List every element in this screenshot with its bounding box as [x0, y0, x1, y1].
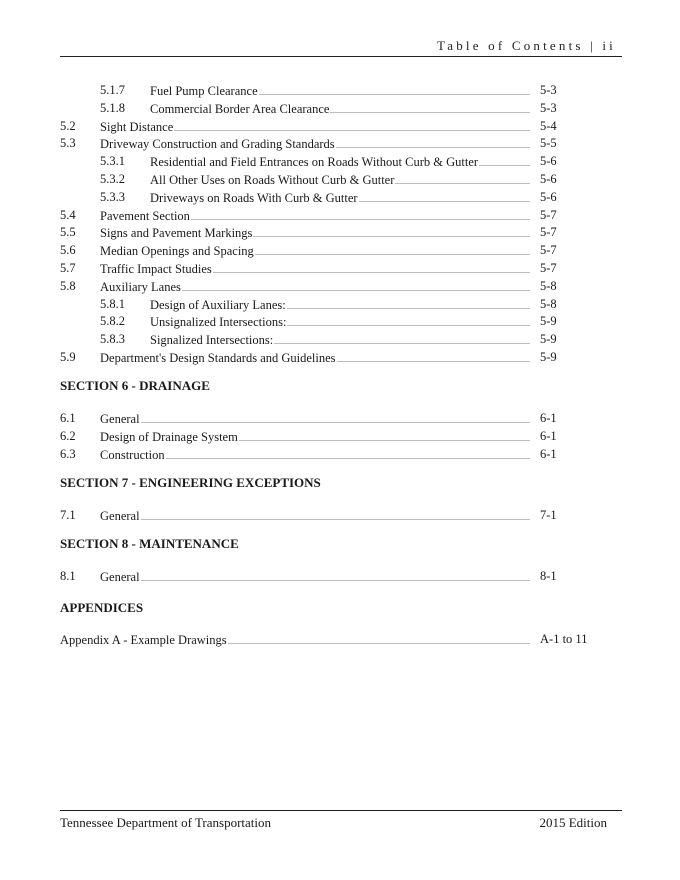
toc-entry[interactable] [0, 170, 680, 188]
toc-entry-title: Construction [100, 447, 165, 462]
section-heading: APPENDICES [60, 600, 144, 615]
toc-entry-title-wrap [150, 152, 530, 171]
toc-entry-title: General [100, 412, 140, 426]
toc-entry-page: 5-3 [540, 83, 557, 97]
toc-entry-title: General [100, 570, 140, 584]
header-title: Table of Contents | ii [437, 38, 616, 53]
toc-entry-title: Signs and Pavement Markings [100, 226, 253, 240]
toc-entry[interactable] [0, 134, 680, 152]
toc-entry-title: All Other Uses on Roads Without Curb & Gutter [150, 173, 395, 187]
toc-leader-line [395, 170, 530, 184]
footer-edition: 2015 Edition [539, 815, 607, 830]
toc-entry-title: General [100, 509, 140, 523]
toc-entry-title-wrap [100, 409, 530, 428]
toc-leader-line [182, 277, 530, 291]
toc-entry-title-wrap [150, 188, 530, 207]
toc-entry-number: 5.3.3 [100, 190, 125, 204]
toc-leader-line [253, 223, 530, 237]
toc-entry-title-wrap [100, 241, 530, 260]
toc-entry-page: 5-7 [540, 225, 557, 239]
toc-leader-line [259, 81, 530, 95]
toc-entry-number: 5.8.3 [100, 332, 125, 346]
toc-entry[interactable] [0, 630, 680, 648]
toc-entry-title-wrap [150, 81, 530, 100]
toc-entry-number: 5.4 [60, 208, 76, 222]
toc-leader-line [359, 188, 530, 202]
toc-entry-number: 5.6 [60, 243, 76, 257]
toc-entry[interactable] [0, 348, 680, 366]
toc-entry[interactable] [0, 409, 680, 427]
toc-entry-number: 5.1.7 [100, 83, 125, 97]
toc-entry-page: 8-1 [540, 569, 557, 583]
toc-entry[interactable] [0, 427, 680, 445]
toc-entry-title-wrap [150, 330, 530, 349]
toc-entry-page: 5-5 [540, 136, 557, 150]
section-heading: SECTION 7 - ENGINEERING EXCEPTIONS [60, 475, 321, 490]
toc-entry-page: A-1 to 11 [540, 632, 588, 646]
toc-entry[interactable] [0, 312, 680, 330]
toc-entry-page: 5-9 [540, 332, 557, 346]
toc-entry-number: 5.5 [60, 225, 76, 239]
toc-entry-number: 5.2 [60, 119, 76, 133]
toc-leader-line [287, 312, 530, 326]
toc-leader-line [141, 567, 530, 581]
toc-entry-number: 5.3 [60, 136, 76, 150]
toc-leader-line [174, 117, 530, 131]
toc-entry-number: 5.8.2 [100, 314, 125, 328]
toc-leader-line [287, 295, 530, 309]
toc-entry[interactable] [0, 223, 680, 241]
toc-entry-title: Driveways on Roads With Curb & Gutter [150, 191, 358, 205]
toc-entry-title: Pavement Section [100, 209, 190, 223]
toc-entry-title: Appendix A - Example Drawings [60, 633, 227, 647]
toc-entry-page: 5-9 [540, 314, 557, 328]
toc-entry-number: 5.3.2 [100, 172, 125, 186]
toc-entry[interactable] [0, 259, 680, 277]
toc-entry-number: 8.1 [60, 569, 76, 583]
toc-entry-page: 5-6 [540, 172, 557, 186]
toc-entry-number: 6.2 [60, 428, 76, 443]
toc-entry[interactable] [0, 445, 680, 463]
section-heading: SECTION 6 - DRAINAGE [60, 378, 210, 393]
toc-entry-page: 5-4 [540, 119, 557, 133]
toc-entry-page: 7-1 [540, 508, 557, 522]
toc-entry[interactable] [0, 330, 680, 348]
toc-entry[interactable] [0, 567, 680, 585]
toc-entry-page: 5-6 [540, 190, 557, 204]
toc-entry-title: Unsignalized Intersections: [150, 315, 287, 329]
toc-entry-title-wrap [150, 312, 530, 331]
toc-leader-line [337, 348, 530, 362]
toc-entry-title-wrap [100, 348, 530, 367]
toc-leader-line [141, 506, 530, 520]
toc-entry-title-wrap [150, 99, 530, 118]
toc-entry-title-wrap [100, 277, 530, 296]
toc-leader-line [141, 409, 530, 423]
toc-entry[interactable] [0, 81, 680, 99]
toc-entry-number: 5.7 [60, 261, 76, 275]
toc-leader-line [166, 445, 530, 459]
toc-entry-title: Traffic Impact Studies [100, 262, 212, 276]
toc-entry-number: 5.8.1 [100, 297, 125, 311]
toc-leader-line [191, 206, 530, 220]
toc-entry-page: 5-7 [540, 208, 557, 222]
footer-agency: Tennessee Department of Transportation [60, 815, 272, 830]
toc-entry-page: 6-1 [540, 428, 557, 443]
toc-entry-title: Department's Design Standards and Guidelines [100, 351, 336, 365]
section-heading: SECTION 8 - MAINTENANCE [60, 536, 239, 551]
toc-entry-number: 5.9 [60, 350, 76, 364]
toc-entry-title: Sight Distance [100, 120, 174, 134]
toc-entry-page: 5-8 [540, 297, 557, 311]
toc-entry-number: 6.3 [60, 446, 76, 461]
toc-entry-title: Design of Auxiliary Lanes: [150, 298, 286, 312]
toc-entry-page: 5-7 [540, 261, 557, 275]
toc-leader-line [228, 630, 530, 644]
toc-entry-title-wrap [150, 170, 530, 189]
toc-entry-title: Fuel Pump Clearance [150, 84, 258, 98]
toc-entry-title: Signalized Intersections: [150, 333, 274, 347]
toc-leader-line [336, 134, 530, 148]
toc-leader-line [330, 99, 530, 113]
toc-entry-title-wrap [100, 506, 530, 525]
toc-entry-title-wrap [100, 427, 530, 446]
toc-entry[interactable] [0, 152, 680, 170]
toc-entry-title: Driveway Construction and Grading Standards [100, 137, 335, 151]
toc-entry-number: 5.3.1 [100, 154, 125, 168]
toc-entry-page: 5-9 [540, 350, 557, 364]
toc-entry[interactable] [0, 117, 680, 135]
toc-leader-line [274, 330, 530, 344]
toc-leader-line [239, 427, 530, 441]
toc-entry[interactable] [0, 506, 680, 524]
toc-entry-page: 6-1 [540, 446, 557, 461]
toc-entry[interactable] [0, 206, 680, 224]
toc-entry-page: 6-1 [540, 411, 557, 425]
toc-entry[interactable] [0, 241, 680, 259]
toc-entry[interactable] [0, 295, 680, 313]
toc-entry-title-wrap [100, 134, 530, 153]
toc-entry-title-wrap [100, 445, 530, 464]
toc-entry-title-wrap [60, 630, 530, 649]
toc-entry-number: 5.8 [60, 279, 76, 293]
toc-entry-title-wrap [100, 259, 530, 278]
toc-leader-line [255, 241, 530, 255]
page-footer [60, 810, 622, 830]
toc-entry[interactable] [0, 99, 680, 117]
toc-entry-title-wrap [100, 567, 530, 586]
toc-entry-title: Commercial Border Area Clearance [150, 102, 330, 116]
toc-entry-title-wrap [100, 223, 530, 242]
toc-entry[interactable] [0, 188, 680, 206]
toc-entry-page: 5-6 [540, 154, 557, 168]
toc-entry-number: 7.1 [60, 508, 76, 522]
toc-entry-page: 5-3 [540, 101, 557, 115]
toc-entry-title: Design of Drainage System [100, 429, 238, 444]
page-header [60, 36, 622, 57]
toc-entry-number: 6.1 [60, 411, 76, 425]
toc-entry-title: Residential and Field Entrances on Roads Without Curb & Gutter [150, 155, 479, 169]
toc-entry-title: Median Openings and Spacing [100, 244, 254, 258]
toc-entry-page: 5-8 [540, 279, 557, 293]
toc-leader-line [479, 152, 530, 166]
toc-entry-title: Auxiliary Lanes [100, 280, 181, 294]
toc-entry-number: 5.1.8 [100, 101, 125, 115]
toc-leader-line [213, 259, 530, 273]
toc-entry[interactable] [0, 277, 680, 295]
toc-entry-page: 5-7 [540, 243, 557, 257]
